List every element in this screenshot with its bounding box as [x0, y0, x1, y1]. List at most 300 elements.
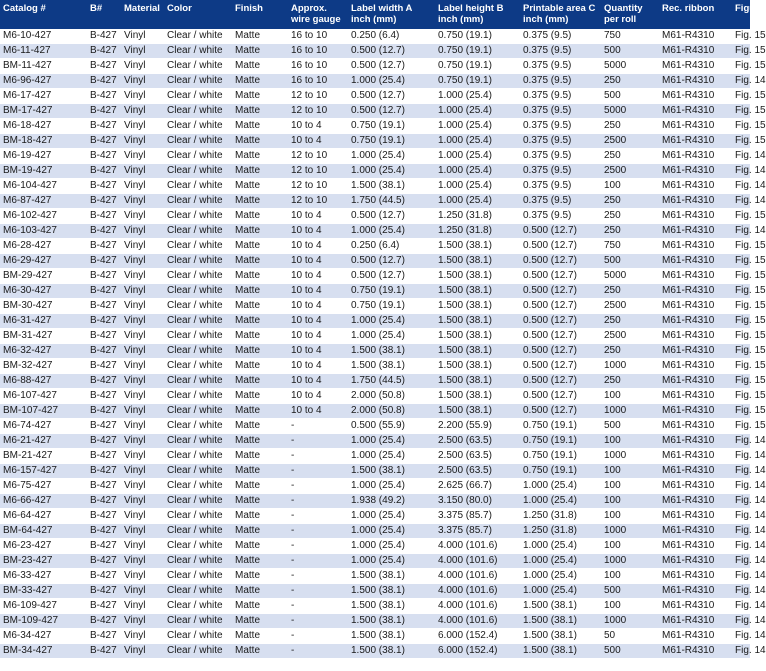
cell-catalog: BM-21-427 — [0, 449, 87, 464]
cell-finish: Matte — [232, 269, 288, 284]
cell-printable-area: 0.500 (12.7) — [520, 374, 601, 389]
cell-label-width: 0.250 (6.4) — [348, 29, 435, 44]
cell-label-width: 0.500 (12.7) — [348, 254, 435, 269]
cell-finish: Matte — [232, 374, 288, 389]
cell-catalog: M6-29-427 — [0, 254, 87, 269]
cell-ribbon: M61-R4310 — [659, 89, 732, 104]
cell-figure: Fig. 14 — [732, 569, 750, 584]
cell-color: Clear / white — [164, 59, 232, 74]
cell-figure: Fig. 14 — [732, 584, 750, 599]
cell-b-number: B-427 — [87, 524, 121, 539]
cell-ribbon: M61-R4310 — [659, 569, 732, 584]
cell-color: Clear / white — [164, 599, 232, 614]
cell-material: Vinyl — [121, 209, 164, 224]
cell-finish: Matte — [232, 329, 288, 344]
cell-ribbon: M61-R4310 — [659, 329, 732, 344]
cell-printable-area: 0.500 (12.7) — [520, 389, 601, 404]
cell-figure: Fig. 15 — [732, 329, 750, 344]
cell-quantity: 2500 — [601, 164, 659, 179]
cell-label-height: 6.000 (152.4) — [435, 644, 520, 659]
cell-finish: Matte — [232, 344, 288, 359]
cell-ribbon: M61-R4310 — [659, 284, 732, 299]
cell-color: Clear / white — [164, 569, 232, 584]
cell-material: Vinyl — [121, 254, 164, 269]
cell-color: Clear / white — [164, 479, 232, 494]
table-row — [0, 464, 750, 479]
cell-wire-gauge: - — [288, 524, 348, 539]
cell-figure: Fig. 15 — [732, 44, 750, 59]
cell-material: Vinyl — [121, 509, 164, 524]
cell-finish: Matte — [232, 539, 288, 554]
cell-label-height: 6.000 (152.4) — [435, 629, 520, 644]
cell-material: Vinyl — [121, 284, 164, 299]
cell-printable-area: 1.500 (38.1) — [520, 644, 601, 659]
table-row — [0, 269, 750, 284]
cell-label-height: 1.000 (25.4) — [435, 179, 520, 194]
cell-finish: Matte — [232, 164, 288, 179]
cell-wire-gauge: 10 to 4 — [288, 119, 348, 134]
table-row — [0, 389, 750, 404]
cell-ribbon: M61-R4310 — [659, 164, 732, 179]
cell-catalog: BM-23-427 — [0, 554, 87, 569]
cell-printable-area: 0.375 (9.5) — [520, 29, 601, 44]
cell-figure: Fig. 14 — [732, 494, 750, 509]
table-row — [0, 629, 750, 644]
cell-label-width: 0.500 (55.9) — [348, 419, 435, 434]
cell-material: Vinyl — [121, 644, 164, 659]
cell-label-width: 1.000 (25.4) — [348, 434, 435, 449]
cell-wire-gauge: 10 to 4 — [288, 269, 348, 284]
table-row — [0, 149, 750, 164]
cell-printable-area: 0.750 (19.1) — [520, 434, 601, 449]
col-header-quantity: Quantity per roll — [601, 0, 659, 29]
cell-b-number: B-427 — [87, 509, 121, 524]
cell-wire-gauge: 12 to 10 — [288, 104, 348, 119]
table-row — [0, 524, 750, 539]
cell-catalog: BM-33-427 — [0, 584, 87, 599]
cell-label-width: 1.500 (38.1) — [348, 644, 435, 659]
cell-figure: Fig. 15 — [732, 239, 750, 254]
cell-color: Clear / white — [164, 374, 232, 389]
cell-printable-area: 0.375 (9.5) — [520, 119, 601, 134]
cell-catalog: BM-107-427 — [0, 404, 87, 419]
cell-printable-area: 1.500 (38.1) — [520, 614, 601, 629]
cell-figure: Fig. 15 — [732, 29, 750, 44]
table-row — [0, 359, 750, 374]
cell-label-height: 1.500 (38.1) — [435, 239, 520, 254]
cell-quantity: 250 — [601, 209, 659, 224]
cell-label-width: 1.000 (25.4) — [348, 479, 435, 494]
cell-wire-gauge: 16 to 10 — [288, 59, 348, 74]
cell-catalog: M6-18-427 — [0, 119, 87, 134]
cell-catalog: M6-104-427 — [0, 179, 87, 194]
cell-ribbon: M61-R4310 — [659, 584, 732, 599]
table-row — [0, 224, 750, 239]
cell-finish: Matte — [232, 434, 288, 449]
cell-color: Clear / white — [164, 104, 232, 119]
cell-quantity: 1000 — [601, 449, 659, 464]
col-header-printable-area: Printable area C inch (mm) — [520, 0, 601, 29]
cell-quantity: 250 — [601, 374, 659, 389]
table-row — [0, 314, 750, 329]
cell-b-number: B-427 — [87, 269, 121, 284]
cell-label-height: 2.200 (55.9) — [435, 419, 520, 434]
cell-label-height: 4.000 (101.6) — [435, 614, 520, 629]
table-row — [0, 344, 750, 359]
cell-b-number: B-427 — [87, 464, 121, 479]
cell-printable-area: 0.500 (12.7) — [520, 254, 601, 269]
cell-b-number: B-427 — [87, 569, 121, 584]
col-header-figure: Figure — [732, 0, 750, 29]
cell-wire-gauge: 10 to 4 — [288, 389, 348, 404]
cell-printable-area: 0.500 (12.7) — [520, 359, 601, 374]
cell-ribbon: M61-R4310 — [659, 74, 732, 89]
cell-color: Clear / white — [164, 614, 232, 629]
cell-catalog: M6-30-427 — [0, 284, 87, 299]
cell-b-number: B-427 — [87, 59, 121, 74]
cell-catalog: M6-87-427 — [0, 194, 87, 209]
cell-label-height: 1.000 (25.4) — [435, 89, 520, 104]
cell-finish: Matte — [232, 524, 288, 539]
cell-quantity: 5000 — [601, 269, 659, 284]
cell-finish: Matte — [232, 314, 288, 329]
cell-ribbon: M61-R4310 — [659, 434, 732, 449]
cell-quantity: 100 — [601, 179, 659, 194]
cell-color: Clear / white — [164, 494, 232, 509]
cell-ribbon: M61-R4310 — [659, 224, 732, 239]
cell-color: Clear / white — [164, 29, 232, 44]
cell-catalog: M6-74-427 — [0, 419, 87, 434]
cell-color: Clear / white — [164, 344, 232, 359]
cell-color: Clear / white — [164, 269, 232, 284]
cell-finish: Matte — [232, 149, 288, 164]
cell-finish: Matte — [232, 104, 288, 119]
cell-color: Clear / white — [164, 464, 232, 479]
cell-b-number: B-427 — [87, 119, 121, 134]
cell-ribbon: M61-R4310 — [659, 599, 732, 614]
cell-color: Clear / white — [164, 299, 232, 314]
cell-material: Vinyl — [121, 584, 164, 599]
cell-figure: Fig. 15 — [732, 269, 750, 284]
table-header — [0, 0, 765, 29]
cell-quantity: 500 — [601, 44, 659, 59]
cell-catalog: BM-11-427 — [0, 59, 87, 74]
cell-color: Clear / white — [164, 314, 232, 329]
cell-b-number: B-427 — [87, 554, 121, 569]
cell-figure: Fig. 14 — [732, 539, 750, 554]
cell-printable-area: 1.000 (25.4) — [520, 479, 601, 494]
cell-color: Clear / white — [164, 554, 232, 569]
cell-label-height: 1.000 (25.4) — [435, 194, 520, 209]
table-row — [0, 134, 750, 149]
table-row — [0, 479, 750, 494]
cell-quantity: 100 — [601, 434, 659, 449]
cell-ribbon: M61-R4310 — [659, 149, 732, 164]
cell-finish: Matte — [232, 224, 288, 239]
cell-label-width: 0.500 (12.7) — [348, 104, 435, 119]
cell-quantity: 250 — [601, 149, 659, 164]
cell-color: Clear / white — [164, 89, 232, 104]
cell-color: Clear / white — [164, 239, 232, 254]
cell-printable-area: 0.375 (9.5) — [520, 74, 601, 89]
cell-label-height: 1.500 (38.1) — [435, 344, 520, 359]
cell-figure: Fig. 15 — [732, 389, 750, 404]
cell-figure: Fig. 14 — [732, 524, 750, 539]
cell-wire-gauge: 12 to 10 — [288, 179, 348, 194]
cell-material: Vinyl — [121, 569, 164, 584]
cell-label-width: 1.000 (25.4) — [348, 74, 435, 89]
table-row — [0, 119, 750, 134]
cell-material: Vinyl — [121, 629, 164, 644]
cell-catalog: M6-23-427 — [0, 539, 87, 554]
cell-finish: Matte — [232, 74, 288, 89]
cell-printable-area: 0.500 (12.7) — [520, 314, 601, 329]
cell-label-height: 0.750 (19.1) — [435, 74, 520, 89]
table-row — [0, 584, 750, 599]
table-row — [0, 554, 750, 569]
cell-finish: Matte — [232, 359, 288, 374]
cell-catalog: M6-102-427 — [0, 209, 87, 224]
cell-color: Clear / white — [164, 359, 232, 374]
cell-ribbon: M61-R4310 — [659, 479, 732, 494]
cell-label-width: 1.000 (25.4) — [348, 224, 435, 239]
cell-wire-gauge: 10 to 4 — [288, 404, 348, 419]
cell-b-number: B-427 — [87, 74, 121, 89]
cell-b-number: B-427 — [87, 329, 121, 344]
cell-figure: Fig. 14 — [732, 509, 750, 524]
table-row — [0, 404, 750, 419]
cell-label-width: 1.500 (38.1) — [348, 344, 435, 359]
cell-quantity: 250 — [601, 119, 659, 134]
cell-color: Clear / white — [164, 539, 232, 554]
cell-finish: Matte — [232, 449, 288, 464]
cell-printable-area: 0.375 (9.5) — [520, 209, 601, 224]
cell-ribbon: M61-R4310 — [659, 614, 732, 629]
cell-label-height: 1.000 (25.4) — [435, 104, 520, 119]
cell-color: Clear / white — [164, 449, 232, 464]
cell-printable-area: 0.375 (9.5) — [520, 59, 601, 74]
cell-finish: Matte — [232, 134, 288, 149]
cell-label-width: 1.000 (25.4) — [348, 449, 435, 464]
cell-ribbon: M61-R4310 — [659, 179, 732, 194]
header-row — [0, 0, 750, 29]
cell-printable-area: 0.375 (9.5) — [520, 164, 601, 179]
cell-ribbon: M61-R4310 — [659, 194, 732, 209]
cell-figure: Fig. 14 — [732, 629, 750, 644]
cell-ribbon: M61-R4310 — [659, 134, 732, 149]
cell-ribbon: M61-R4310 — [659, 404, 732, 419]
cell-figure: Fig. 14 — [732, 224, 750, 239]
cell-catalog: M6-33-427 — [0, 569, 87, 584]
cell-printable-area: 0.750 (19.1) — [520, 464, 601, 479]
cell-figure: Fig. 14 — [732, 644, 750, 659]
cell-material: Vinyl — [121, 134, 164, 149]
cell-catalog: BM-19-427 — [0, 164, 87, 179]
cell-material: Vinyl — [121, 539, 164, 554]
col-header-label-width: Label width A inch (mm) — [348, 0, 435, 29]
table-row — [0, 599, 750, 614]
cell-printable-area: 0.375 (9.5) — [520, 44, 601, 59]
cell-printable-area: 0.500 (12.7) — [520, 284, 601, 299]
cell-figure: Fig. 15 — [732, 134, 750, 149]
cell-wire-gauge: - — [288, 644, 348, 659]
cell-material: Vinyl — [121, 224, 164, 239]
cell-wire-gauge: 10 to 4 — [288, 329, 348, 344]
cell-wire-gauge: 10 to 4 — [288, 374, 348, 389]
cell-label-width: 1.500 (38.1) — [348, 584, 435, 599]
cell-quantity: 5000 — [601, 59, 659, 74]
cell-printable-area: 0.750 (19.1) — [520, 419, 601, 434]
cell-label-height: 2.500 (63.5) — [435, 434, 520, 449]
cell-label-height: 1.500 (38.1) — [435, 389, 520, 404]
cell-b-number: B-427 — [87, 344, 121, 359]
cell-label-height: 1.500 (38.1) — [435, 374, 520, 389]
cell-catalog: BM-64-427 — [0, 524, 87, 539]
cell-material: Vinyl — [121, 344, 164, 359]
cell-catalog: BM-109-427 — [0, 614, 87, 629]
cell-finish: Matte — [232, 59, 288, 74]
cell-label-width: 0.750 (19.1) — [348, 119, 435, 134]
table-row — [0, 614, 750, 629]
cell-wire-gauge: 12 to 10 — [288, 149, 348, 164]
cell-catalog: BM-34-427 — [0, 644, 87, 659]
cell-b-number: B-427 — [87, 164, 121, 179]
cell-ribbon: M61-R4310 — [659, 344, 732, 359]
cell-label-height: 4.000 (101.6) — [435, 599, 520, 614]
cell-wire-gauge: 16 to 10 — [288, 44, 348, 59]
cell-ribbon: M61-R4310 — [659, 554, 732, 569]
table-row — [0, 299, 750, 314]
cell-printable-area: 1.000 (25.4) — [520, 539, 601, 554]
cell-material: Vinyl — [121, 524, 164, 539]
table-row — [0, 539, 750, 554]
cell-material: Vinyl — [121, 44, 164, 59]
cell-quantity: 250 — [601, 284, 659, 299]
cell-quantity: 1000 — [601, 614, 659, 629]
cell-label-height: 1.500 (38.1) — [435, 299, 520, 314]
cell-b-number: B-427 — [87, 179, 121, 194]
cell-figure: Fig. 14 — [732, 74, 750, 89]
cell-label-width: 1.000 (25.4) — [348, 164, 435, 179]
cell-color: Clear / white — [164, 224, 232, 239]
cell-quantity: 100 — [601, 494, 659, 509]
cell-figure: Fig. 15 — [732, 104, 750, 119]
cell-catalog: M6-10-427 — [0, 29, 87, 44]
cell-material: Vinyl — [121, 29, 164, 44]
cell-label-width: 0.750 (19.1) — [348, 284, 435, 299]
cell-printable-area: 1.500 (38.1) — [520, 629, 601, 644]
cell-ribbon: M61-R4310 — [659, 119, 732, 134]
cell-material: Vinyl — [121, 239, 164, 254]
cell-ribbon: M61-R4310 — [659, 464, 732, 479]
cell-finish: Matte — [232, 254, 288, 269]
cell-material: Vinyl — [121, 314, 164, 329]
cell-label-height: 1.500 (38.1) — [435, 314, 520, 329]
cell-b-number: B-427 — [87, 644, 121, 659]
cell-wire-gauge: - — [288, 494, 348, 509]
cell-finish: Matte — [232, 494, 288, 509]
cell-quantity: 250 — [601, 224, 659, 239]
col-header-wire-gauge: Approx. wire gauge — [288, 0, 348, 29]
cell-b-number: B-427 — [87, 629, 121, 644]
table-row — [0, 179, 750, 194]
cell-label-width: 0.500 (12.7) — [348, 59, 435, 74]
cell-catalog: M6-103-427 — [0, 224, 87, 239]
table-row — [0, 29, 750, 44]
cell-finish: Matte — [232, 629, 288, 644]
cell-printable-area: 1.000 (25.4) — [520, 554, 601, 569]
cell-b-number: B-427 — [87, 599, 121, 614]
cell-label-height: 2.500 (63.5) — [435, 464, 520, 479]
cell-material: Vinyl — [121, 179, 164, 194]
cell-b-number: B-427 — [87, 89, 121, 104]
cell-finish: Matte — [232, 89, 288, 104]
cell-color: Clear / white — [164, 629, 232, 644]
cell-ribbon: M61-R4310 — [659, 449, 732, 464]
cell-ribbon: M61-R4310 — [659, 374, 732, 389]
table-row — [0, 434, 750, 449]
cell-wire-gauge: - — [288, 569, 348, 584]
cell-printable-area: 1.250 (31.8) — [520, 509, 601, 524]
cell-catalog: M6-19-427 — [0, 149, 87, 164]
cell-finish: Matte — [232, 299, 288, 314]
cell-label-width: 1.500 (38.1) — [348, 359, 435, 374]
cell-wire-gauge: 10 to 4 — [288, 239, 348, 254]
cell-quantity: 500 — [601, 89, 659, 104]
cell-color: Clear / white — [164, 134, 232, 149]
cell-b-number: B-427 — [87, 194, 121, 209]
cell-label-height: 4.000 (101.6) — [435, 584, 520, 599]
cell-catalog: M6-64-427 — [0, 509, 87, 524]
cell-b-number: B-427 — [87, 44, 121, 59]
cell-catalog: M6-31-427 — [0, 314, 87, 329]
cell-figure: Fig. 14 — [732, 434, 750, 449]
cell-finish: Matte — [232, 404, 288, 419]
cell-material: Vinyl — [121, 599, 164, 614]
cell-figure: Fig. 14 — [732, 479, 750, 494]
cell-figure: Fig. 15 — [732, 404, 750, 419]
cell-catalog: BM-30-427 — [0, 299, 87, 314]
cell-label-width: 0.500 (12.7) — [348, 44, 435, 59]
cell-figure: Fig. 14 — [732, 194, 750, 209]
cell-label-width: 1.000 (25.4) — [348, 314, 435, 329]
cell-label-height: 1.000 (25.4) — [435, 119, 520, 134]
cell-catalog: BM-29-427 — [0, 269, 87, 284]
cell-printable-area: 0.500 (12.7) — [520, 239, 601, 254]
cell-material: Vinyl — [121, 59, 164, 74]
cell-printable-area: 0.375 (9.5) — [520, 194, 601, 209]
cell-b-number: B-427 — [87, 359, 121, 374]
cell-figure: Fig. 15 — [732, 419, 750, 434]
cell-printable-area: 0.375 (9.5) — [520, 89, 601, 104]
cell-color: Clear / white — [164, 329, 232, 344]
cell-material: Vinyl — [121, 269, 164, 284]
cell-b-number: B-427 — [87, 389, 121, 404]
cell-b-number: B-427 — [87, 104, 121, 119]
cell-ribbon: M61-R4310 — [659, 44, 732, 59]
cell-catalog: M6-17-427 — [0, 89, 87, 104]
cell-wire-gauge: 10 to 4 — [288, 224, 348, 239]
cell-b-number: B-427 — [87, 449, 121, 464]
cell-figure: Fig. 15 — [732, 284, 750, 299]
cell-figure: Fig. 14 — [732, 149, 750, 164]
cell-color: Clear / white — [164, 524, 232, 539]
cell-figure: Fig. 15 — [732, 59, 750, 74]
cell-quantity: 250 — [601, 74, 659, 89]
cell-catalog: BM-31-427 — [0, 329, 87, 344]
table-row — [0, 449, 750, 464]
cell-b-number: B-427 — [87, 209, 121, 224]
